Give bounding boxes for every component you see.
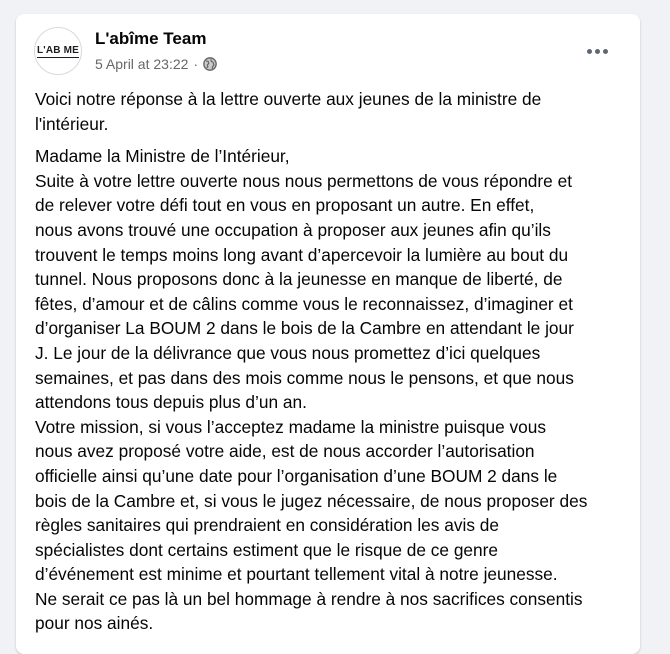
- more-options-dot: [595, 49, 600, 54]
- post-meta: [95, 55, 217, 73]
- post-timestamp[interactable]: 5 April at 23:22: [95, 56, 189, 72]
- post-text-line: d’événement est minime et pourtant tellement vital à notre jeunesse.: [35, 564, 558, 585]
- post-text-line: J. Le jour de la délivrance que vous nous promettez d’ici quelques: [35, 342, 541, 363]
- post-text-line: Votre mission, si vous l’acceptez madame la ministre puisque vous: [35, 416, 546, 437]
- post-body: [35, 87, 629, 636]
- post-text-line: nous avez proposé votre aide, est de nous accorder l’autorisation: [35, 441, 535, 462]
- post-text: [35, 144, 629, 636]
- post-text-line: Suite à votre lettre ouverte nous nous permettons de vous répondre et: [35, 170, 573, 191]
- post-text-line: pour nos ainés.: [35, 613, 154, 634]
- post-text-line: d’organiser La BOUM 2 dans le bois de la Cambre en attendant le jour: [35, 318, 574, 339]
- post-text-line: nous avons trouvé une occupation à proposer aux jeunes afin qu’ils: [35, 219, 551, 240]
- more-options-button[interactable]: [578, 36, 616, 66]
- post-text-line: règles sanitaires qui prendraient en considération les avis de: [35, 515, 499, 536]
- paragraph-gap: [35, 136, 629, 144]
- post-card: [16, 14, 640, 654]
- post-intro-line: l'intérieur.: [35, 113, 109, 134]
- post-text-line: Madame la Ministre de l’Intérieur,: [35, 146, 290, 167]
- post-intro-line: Voici notre réponse à la lettre ouverte aux jeunes de la ministre de: [35, 89, 542, 109]
- post-text-line: attendons tous depuis plus d’un an.: [35, 392, 307, 413]
- post-text-line: de relever votre défi tout en vous en proposant un autre. En effet,: [35, 195, 535, 216]
- post-text-line: trouvent le temps moins long avant d’apercevoir la lumière au bout du: [35, 244, 569, 265]
- post-text-line: Ne serait ce pas là un bel hommage à rendre à nos sacrifices consentis: [35, 588, 583, 609]
- post-text-line: tunnel. Nous proposons donc à la jeunesse en manque de liberté, de: [35, 269, 563, 290]
- meta-separator: ·: [193, 56, 199, 72]
- post-text-line: semaines, et pas dans des mois comme nous le pensons, et que nous: [35, 367, 574, 388]
- post-header: [16, 14, 640, 84]
- post-text-line: bois de la Cambre et, si vous le jugez nécessaire, de nous proposer des: [35, 490, 588, 511]
- post-text-line: officielle ainsi qu’une date pour l’organisation d’une BOUM 2 dans le: [35, 465, 558, 486]
- post-text-line: spécialistes dont certains estiment que le risque de ce genre: [35, 539, 499, 560]
- post-text-line: fêtes, d’amour et de câlins comme vous le reconnaissez, d’imaginer et: [35, 293, 573, 314]
- more-options-dot: [603, 49, 608, 54]
- author-name[interactable]: L'abîme Team: [95, 29, 207, 48]
- avatar-logo-text: L'AB ME: [36, 44, 80, 56]
- more-options-icon: [587, 49, 592, 54]
- avatar[interactable]: [34, 27, 82, 75]
- globe-icon[interactable]: [203, 57, 217, 71]
